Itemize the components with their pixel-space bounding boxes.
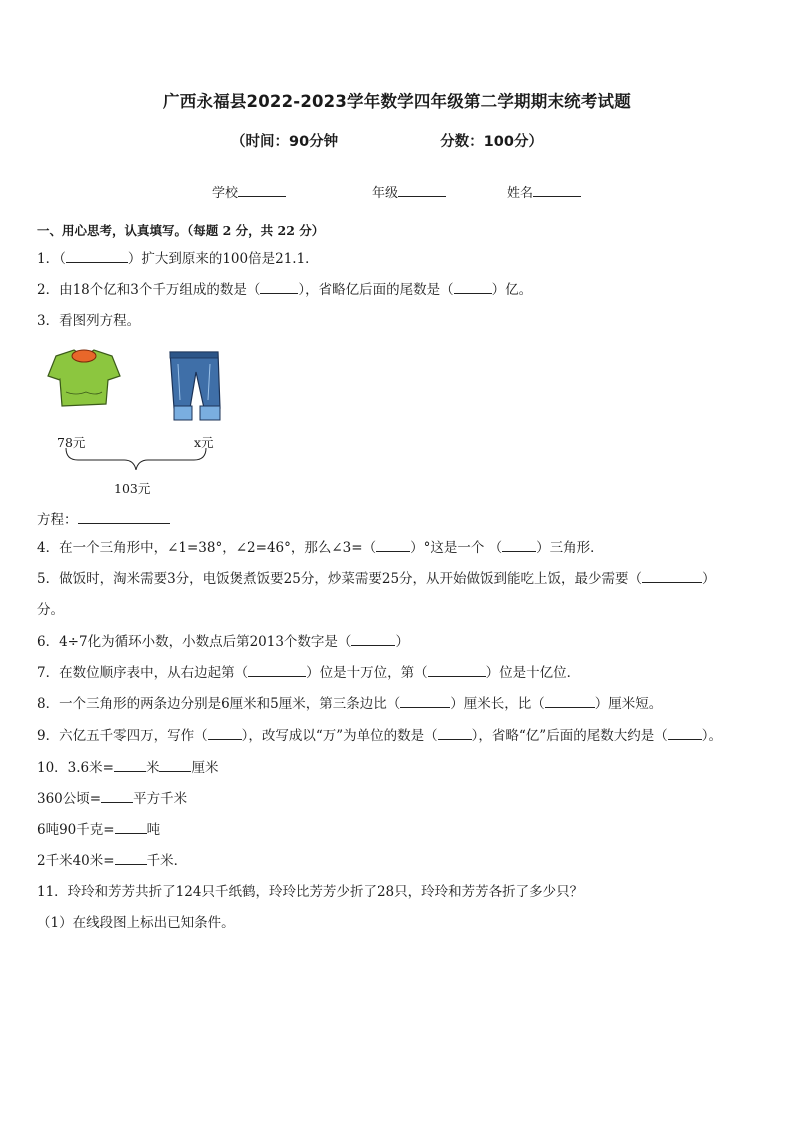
q9-blank-2[interactable] (438, 727, 472, 740)
q10b-text-pre: 360公顷= (37, 791, 102, 807)
exam-score: 分数：100分） (440, 134, 543, 150)
question-10b (37, 790, 187, 808)
shirt-icon (46, 348, 122, 410)
question-10a (37, 759, 218, 777)
q9-text-pre: 9．六亿五千零四万，写作（ (37, 728, 208, 744)
q7-text-pre: 7．在数位顺序表中，从右边起第（ (37, 665, 249, 681)
q1-text-post: ）扩大到原来的100倍是21.1． (127, 251, 319, 267)
question-10d (37, 852, 187, 870)
grade-blank[interactable] (398, 184, 446, 197)
name-field (507, 182, 581, 201)
q5-blank[interactable] (642, 570, 702, 583)
question-8 (37, 695, 662, 713)
q6-blank[interactable] (351, 633, 395, 646)
q7-blank-2[interactable] (428, 664, 486, 677)
question-7 (37, 664, 580, 682)
q2-blank-1[interactable] (260, 281, 298, 294)
equation-blank[interactable] (78, 511, 170, 524)
q4-blank-1[interactable] (376, 539, 410, 552)
name-blank[interactable] (533, 184, 581, 197)
school-field (212, 182, 286, 201)
equation-line (37, 511, 170, 529)
q4-text-pre: 4．在一个三角形中，∠1=38°，∠2=46°，那么∠3=（ (37, 540, 377, 556)
q8-blank-1[interactable] (400, 695, 450, 708)
shirt-price-label: 78元 (57, 435, 86, 450)
q7-text-post: ）位是十亿位． (485, 665, 581, 681)
q6-text-post: ） (395, 634, 409, 650)
q10b-blank[interactable] (101, 790, 133, 803)
name-label: 姓名 (507, 186, 534, 201)
school-label: 学校 (212, 186, 239, 201)
q5-text-post: ） (702, 571, 716, 587)
exam-meta (231, 130, 543, 151)
q2-text-mid: ），省略亿后面的尾数是（ (298, 282, 454, 298)
q10b-text-post: 平方千米 (133, 791, 188, 807)
school-blank[interactable] (238, 184, 286, 197)
q10d-blank[interactable] (115, 852, 147, 865)
q7-blank-1[interactable] (248, 664, 306, 677)
exam-time: （时间：90分钟 (231, 134, 339, 150)
q10d-text-post: 千米． (146, 853, 188, 869)
q5-text-pre: 5．做饭时，淘米需要3分，电饭煲煮饭要25分，炒菜需要25分，从开始做饭到能吃上饭，最少需要（ (37, 571, 643, 587)
q8-text-post: ）厘米短。 (594, 696, 663, 712)
q8-blank-2[interactable] (545, 695, 595, 708)
q4-text-post: ）三角形． (536, 540, 604, 556)
q10a-blank-2[interactable] (159, 759, 191, 772)
question-10c (37, 821, 160, 839)
q4-text-mid: ）°这是一个 （ (410, 540, 503, 556)
q9-text-post: ）。 (701, 728, 722, 744)
q1-text-pre: 1．（ (37, 251, 66, 267)
section-heading: 一、用心思考，认真填写。（每题 2 分，共 22 分） (37, 223, 325, 238)
q8-text-pre: 8．一个三角形的两条边分别是6厘米和5厘米，第三条边比（ (37, 696, 401, 712)
question-5-cont: 分。 (37, 602, 64, 618)
q7-text-mid: ）位是十万位，第（ (306, 665, 428, 681)
question-3: 3．看图列方程。 (37, 313, 141, 329)
q2-text-pre: 2．由18个亿和3个千万组成的数是（ (37, 282, 261, 298)
pants-icon (164, 350, 224, 426)
q10a-text-post: 厘米 (191, 760, 219, 776)
question-9 (37, 727, 722, 745)
total-brace (60, 430, 220, 470)
question-2 (37, 281, 532, 299)
equation-label: 方程： (37, 512, 78, 528)
question-1 (37, 250, 319, 268)
grade-label: 年级 (372, 186, 399, 201)
q10d-text-pre: 2千米40米= (37, 853, 115, 869)
question-5 (37, 570, 716, 588)
q10a-blank-1[interactable] (114, 759, 146, 772)
q2-text-post: ）亿。 (491, 282, 533, 298)
question-6 (37, 633, 409, 651)
q9-text-mid-1: ），改写成以“万”为单位的数是（ (241, 728, 438, 744)
q10a-text-mid: 米 (145, 760, 160, 776)
question-4 (37, 539, 604, 557)
pants-price-label: x元 (194, 435, 214, 450)
q10c-text-pre: 6吨90千克= (37, 822, 115, 838)
page-title: 广西永福县2022-2023学年数学四年级第二学期期末统考试题 (163, 92, 631, 111)
q6-text-pre: 6．4÷7化为循环小数，小数点后第2013个数字是（ (37, 634, 352, 650)
grade-field (372, 182, 446, 201)
question-11: 11．玲玲和芳芳共折了124只千纸鹤，玲玲比芳芳少折了28只，玲玲和芳芳各折了多少只？ (37, 884, 584, 900)
q8-text-mid: ）厘米长，比（ (450, 696, 545, 712)
q2-blank-2[interactable] (454, 281, 492, 294)
q10c-blank[interactable] (115, 821, 147, 834)
q4-blank-2[interactable] (502, 539, 536, 552)
q9-text-mid-2: ），省略“亿”后面的尾数大约是（ (471, 728, 668, 744)
q10c-text-post: 吨 (146, 822, 161, 838)
q1-blank[interactable] (66, 250, 128, 263)
question-11-part-1: （1）在线段图上标出已知条件。 (37, 915, 235, 931)
q10a-text-pre: 10．3.6米= (37, 760, 114, 776)
q9-blank-3[interactable] (668, 727, 702, 740)
q9-blank-1[interactable] (208, 727, 242, 740)
total-price-label: 103元 (114, 481, 151, 496)
